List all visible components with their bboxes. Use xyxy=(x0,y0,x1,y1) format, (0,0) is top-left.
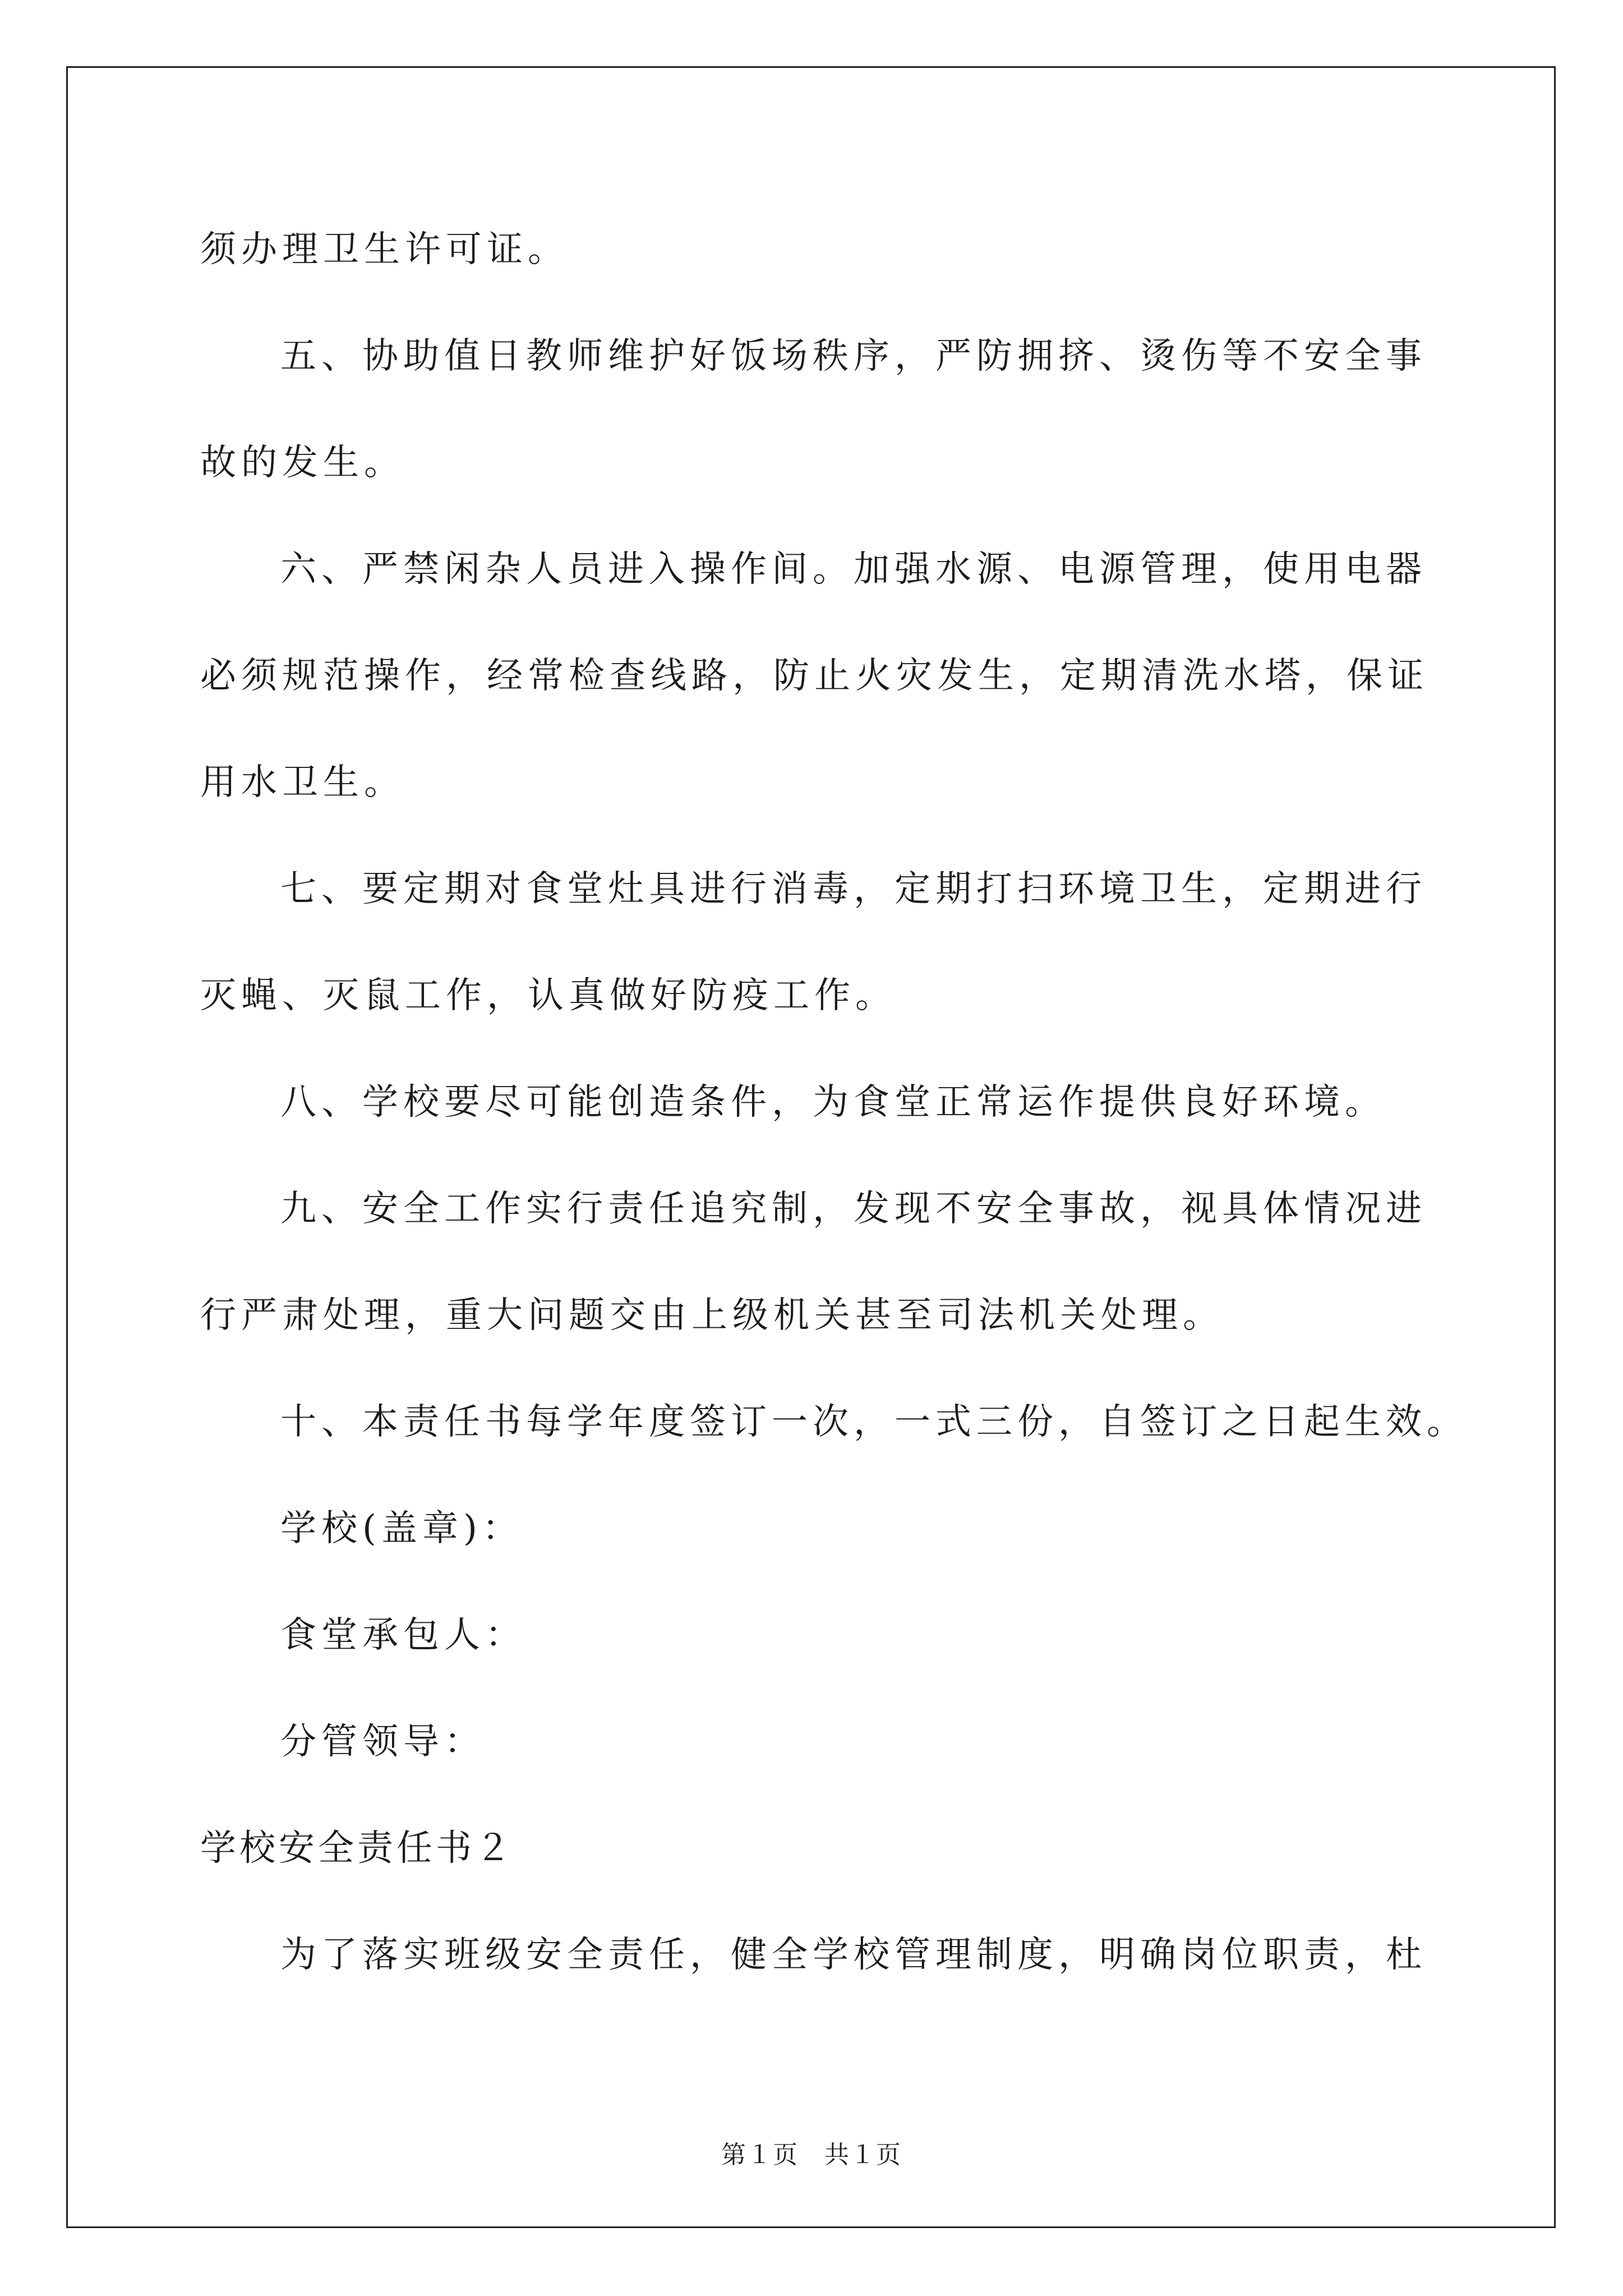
paragraph-line: 行严肃处理，重大问题交由上级机关甚至司法机关处理。 xyxy=(200,1295,1224,1336)
paragraph-line: 九、安全工作实行责任追究制，发现不安全事故，视具体情况进 xyxy=(280,1188,1427,1230)
paragraph-line: 须办理卫生许可证。 xyxy=(200,229,569,270)
paragraph-line: 八、学校要尽可能创造条件，为食堂正常运作提供良好环境。 xyxy=(280,1082,1386,1123)
paragraph-line: 七、要定期对食堂灶具进行消毒，定期打扫环境卫生，定期进行 xyxy=(280,868,1427,910)
paragraph-line: 故的发生。 xyxy=(200,442,405,484)
paragraph-line: 为了落实班级安全责任，健全学校管理制度，明确岗位职责，杜 xyxy=(280,1934,1427,1976)
paragraph-line: 五、协助值日教师维护好饭场秩序，严防拥挤、烫伤等不安全事 xyxy=(280,335,1427,377)
signature-label-leader: 分管领导： xyxy=(280,1721,485,1763)
paragraph-line: 灭蝇、灭鼠工作，认真做好防疫工作。 xyxy=(200,975,896,1016)
paragraph-line: 必须规范操作，经常检查线路，防止火灾发生，定期清洗水塔，保证 xyxy=(200,655,1428,697)
page-footer: 第１页 共１页 xyxy=(721,2141,902,2169)
page-border xyxy=(66,66,1556,2228)
paragraph-line: 用水卫生。 xyxy=(200,762,405,803)
paragraph-line: 六、严禁闲杂人员进入操作间。加强水源、电源管理，使用电器 xyxy=(280,549,1427,590)
paragraph-line: 十、本责任书每学年度签订一次，一式三份，自签订之日起生效。 xyxy=(280,1401,1468,1443)
signature-label-contractor: 食堂承包人： xyxy=(280,1614,526,1656)
section-heading: 学校安全责任书２ xyxy=(200,1828,514,1869)
signature-label-school: 学校(盖章)： xyxy=(280,1508,523,1549)
